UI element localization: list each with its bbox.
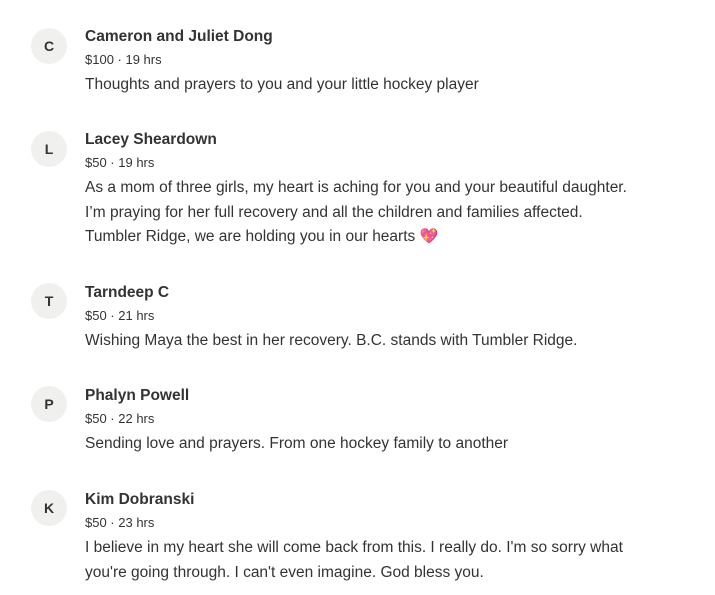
comment-line: Sending love and prayers. From one hockey family to another: [85, 435, 509, 452]
comment-text: [85, 329, 695, 354]
comment-line: you're going through. I can't even imagine. God bless you.: [85, 563, 484, 581]
donation-meta: $50 · 23 hrs: [85, 515, 155, 530]
comment-line: Tumbler Ridge, we are holding you in our hearts: [85, 228, 416, 245]
sparkling-heart-icon: 💖: [419, 228, 439, 245]
avatar: L: [31, 131, 67, 167]
comment-line: I believe in my heart she will come back from this. I really do. I'm so sorry what: [85, 539, 623, 556]
comment-text: [85, 432, 695, 457]
avatar: C: [31, 28, 67, 64]
comment-text: [85, 176, 695, 250]
comment-line: Thoughts and prayers to you and your little hockey player: [85, 76, 479, 93]
avatar: T: [31, 283, 67, 319]
donation-meta: $50 · 22 hrs: [85, 411, 155, 426]
comment-text: [85, 536, 695, 585]
donation-meta: $100 · 19 hrs: [85, 52, 162, 67]
donor-name: Lacey Sheardown: [85, 131, 217, 148]
comment-text: [85, 73, 695, 98]
donor-name: Tarndeep C: [85, 284, 170, 301]
donation-meta: $50 · 21 hrs: [85, 308, 155, 323]
donation-meta: $50 · 19 hrs: [85, 155, 155, 170]
donor-name: Phalyn Powell: [85, 387, 190, 404]
comment-line: Wishing Maya the best in her recovery. B.C. stands with Tumbler Ridge.: [85, 332, 578, 349]
comment-line-last: [85, 225, 695, 250]
donor-name: Cameron and Juliet Dong: [85, 28, 273, 45]
donor-name: Kim Dobranski: [85, 491, 195, 508]
comment-line: I’m praying for her full recovery and all the children and families affected.: [85, 203, 583, 221]
avatar: P: [31, 386, 67, 422]
avatar: K: [31, 490, 67, 526]
comment-line: As a mom of three girls, my heart is aching for you and your beautiful daughter.: [85, 179, 627, 196]
